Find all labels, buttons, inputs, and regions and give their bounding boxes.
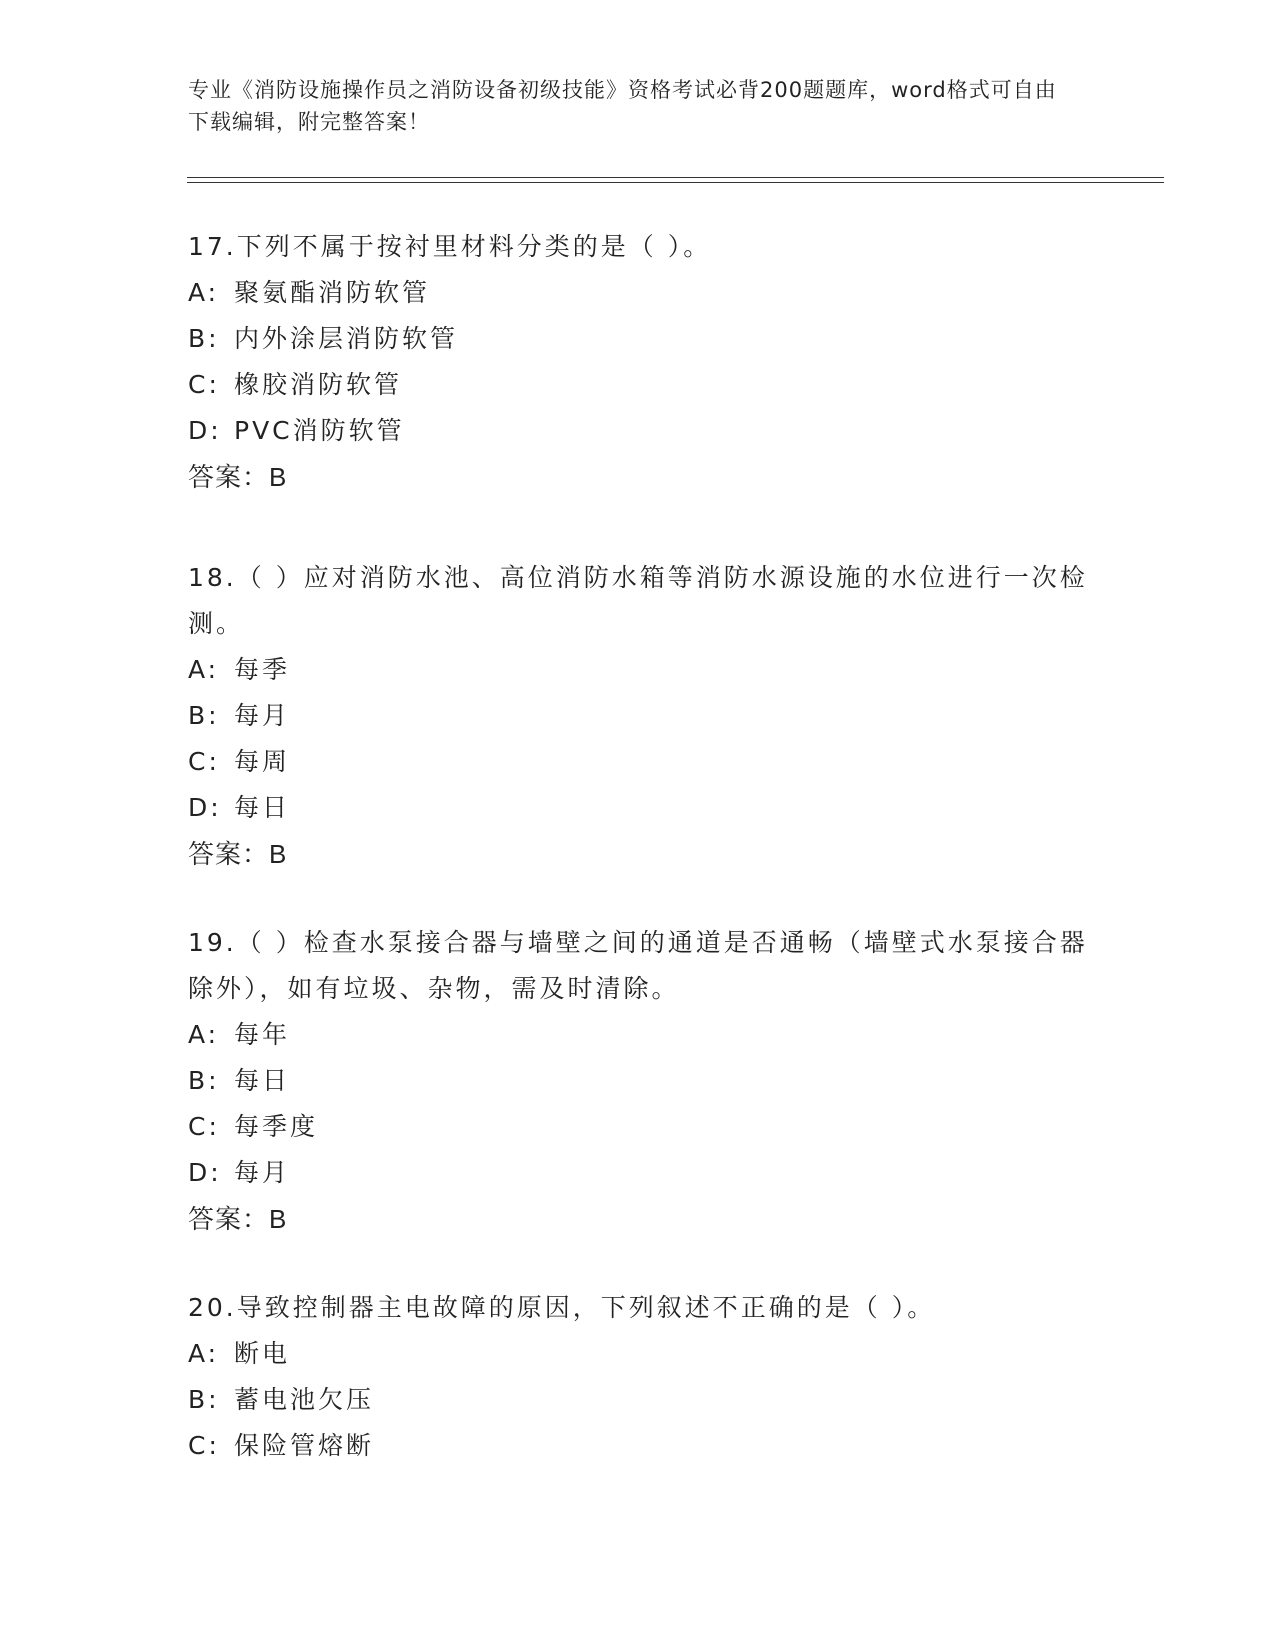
question-stem: 17.下列不属于按衬里材料分类的是（ ）。 xyxy=(188,232,712,261)
question-stem: 19.（ ）检查水泵接合器与墙壁之间的通道是否通畅（墙壁式水泵接合器除外），如有垃圾、杂物，需及时清除。 xyxy=(188,928,1088,1003)
option-letter: A: xyxy=(188,1339,220,1368)
question-19 xyxy=(188,920,1088,1242)
option-text: 每日 xyxy=(234,1066,291,1095)
option-d xyxy=(188,1150,1088,1196)
question-17 xyxy=(188,224,1088,500)
option-letter: B: xyxy=(188,701,220,730)
option-b xyxy=(188,1377,1088,1423)
option-letter: C: xyxy=(188,747,220,776)
option-letter: B: xyxy=(188,324,220,353)
option-letter: B: xyxy=(188,1066,220,1095)
option-b xyxy=(188,316,1088,362)
option-b xyxy=(188,1058,1088,1104)
option-text: 每日 xyxy=(234,793,291,822)
option-a xyxy=(188,1012,1088,1058)
option-letter: A: xyxy=(188,655,220,684)
option-letter: C: xyxy=(188,370,220,399)
option-a xyxy=(188,270,1088,316)
option-text: 每周 xyxy=(234,747,291,776)
option-c xyxy=(188,1104,1088,1150)
option-text: 保险管熔断 xyxy=(234,1431,375,1460)
header-double-rule xyxy=(187,177,1164,183)
option-text: 内外涂层消防软管 xyxy=(234,324,459,353)
option-letter: B: xyxy=(188,1385,220,1414)
answer-line: 答案：B xyxy=(188,839,288,869)
option-a xyxy=(188,647,1088,693)
option-text: 每季 xyxy=(234,655,291,684)
option-letter: A: xyxy=(188,278,220,307)
answer-line: 答案：B xyxy=(188,462,288,492)
option-d xyxy=(188,785,1088,831)
option-letter: D: xyxy=(188,1158,222,1187)
option-b xyxy=(188,693,1088,739)
option-text: 每月 xyxy=(234,1158,291,1187)
option-text: 聚氨酯消防软管 xyxy=(234,278,431,307)
question-stem: 20.导致控制器主电故障的原因，下列叙述不正确的是（ ）。 xyxy=(188,1293,936,1322)
option-c xyxy=(188,739,1088,785)
question-stem: 18.（ ）应对消防水池、高位消防水箱等消防水源设施的水位进行一次检测。 xyxy=(188,563,1088,638)
option-c xyxy=(188,1423,1088,1469)
option-text: 每季度 xyxy=(234,1112,319,1141)
option-letter: D: xyxy=(188,416,222,445)
option-a xyxy=(188,1331,1088,1377)
header-note: 专业《消防设施操作员之消防设备初级技能》资格考试必背200题题库，word格式可自由下载编辑，附完整答案！ xyxy=(188,78,1057,134)
option-text: 每月 xyxy=(234,701,291,730)
option-text: 橡胶消防软管 xyxy=(234,370,403,399)
option-letter: C: xyxy=(188,1431,220,1460)
option-text: 蓄电池欠压 xyxy=(234,1385,375,1414)
option-letter: C: xyxy=(188,1112,220,1141)
option-text: 每年 xyxy=(234,1020,291,1049)
option-text: PVC消防软管 xyxy=(234,416,405,445)
option-text: 断电 xyxy=(234,1339,291,1368)
option-d xyxy=(188,408,1088,454)
answer-line: 答案：B xyxy=(188,1204,288,1234)
option-letter: D: xyxy=(188,793,222,822)
question-20 xyxy=(188,1285,1088,1469)
option-c xyxy=(188,362,1088,408)
question-18 xyxy=(188,555,1088,877)
option-letter: A: xyxy=(188,1020,220,1049)
